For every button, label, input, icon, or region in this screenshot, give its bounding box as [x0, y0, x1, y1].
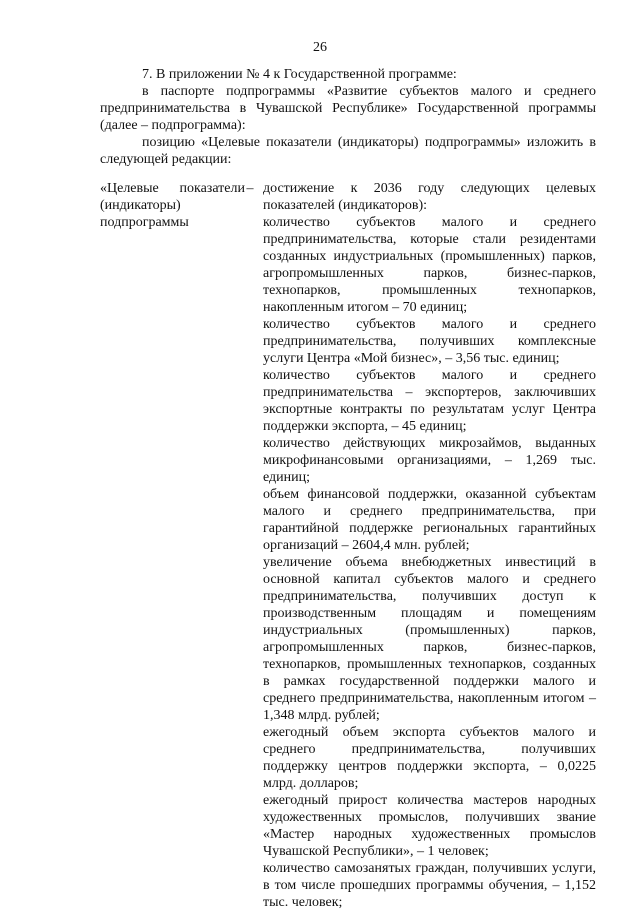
indicator-item: количество самозанятых граждан, получивших услуги, в том числе прошедших программы обучения, – 1,152 тыс. человек; [263, 861, 596, 910]
indicator-item: количество действующих микрозаймов, выданных микрофинансовыми организациями, – 1,269 тыс. единиц; [263, 436, 596, 485]
indicator-item: объем финансовой поддержки, оказанной субъектам малого и среднего предпринимательства, при гарантийной поддержке региональных гарантийных организаций – 2604,4 млн. рублей; [263, 487, 596, 553]
intro-section [100, 66, 596, 168]
intro-passport-paragraph: в паспорте подпрограммы «Развитие субъектов малого и среднего предпринимательства в Чувашской Республике» Государственной программы (далее – подпрограмма): [100, 84, 596, 133]
indicator-item: количество субъектов малого и среднего предпринимательства, которые стали резидентами созданных индустриальных (промышленных) парков, агропромышленных парков, бизнес-парков, технопарков, промышленных технопарков, накопленным итогом – 70 единиц; [263, 215, 596, 315]
intro-position-paragraph: позицию «Целевые показатели (индикаторы) подпрограммы» изложить в следующей редакции: [100, 135, 596, 167]
indicator-item: количество субъектов малого и среднего предпринимательства, получивших комплексные услуги Центра «Мой бизнес», – 3,56 тыс. единиц; [263, 317, 596, 366]
indicators-table [100, 180, 596, 911]
label-dash: – [246, 181, 254, 196]
indicator-item: достижение к 2036 году следующих целевых показателей (индикаторов): [263, 181, 596, 213]
indicator-item: увеличение объема внебюджетных инвестиций в основной капитал субъектов малого и среднего предпринимательства, получивших доступ к производственным площадям и помещениям индустриальных (промышленных) парков, агропромышленных парков, бизнес-парков, технопарков, промышленных технопарков, созданных в рамках государственной поддержки малого и среднего предпринимательства, накопленным итогом – 1,348 млрд. рублей; [263, 555, 596, 723]
indicators-label: «Целевые показатели (индикаторы) подпрограммы [100, 181, 245, 230]
indicator-item: количество субъектов малого и среднего предпринимательства – экспортеров, заключивших экспортные контракты по результатам услуг Центра поддержки экспорта, – 45 единиц; [263, 368, 596, 434]
intro-item-heading: 7. В приложении № 4 к Государственной программе: [142, 67, 457, 82]
indicator-item: ежегодный объем экспорта субъектов малого и среднего предпринимательства, получивших поддержку центров поддержки экспорта, – 0,0225 млрд. долларов; [263, 725, 596, 791]
page-number: 26 [313, 40, 327, 55]
indicator-item: ежегодный прирост количества мастеров народных художественных промыслов, получивших звание «Мастер народных художественных промыслов Чувашской Республики», – 1 человек; [263, 793, 596, 859]
indicators-list [263, 180, 596, 911]
